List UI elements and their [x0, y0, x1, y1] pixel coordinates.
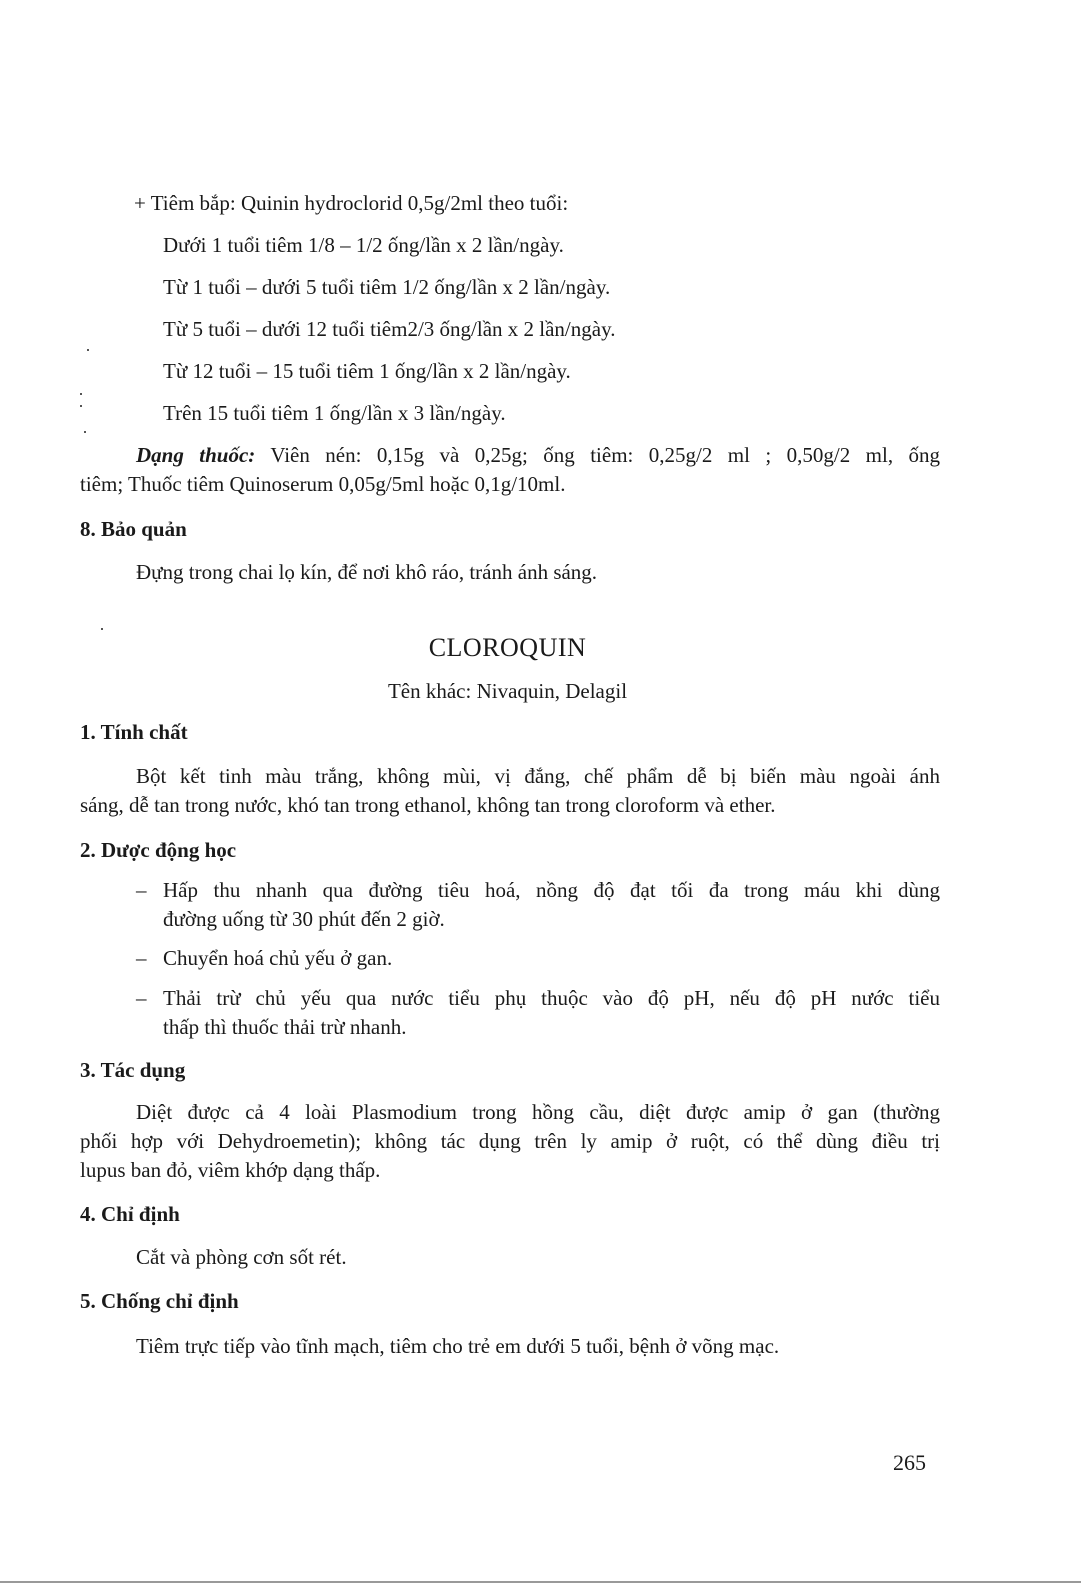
bullet-dash: – [136, 878, 147, 902]
contraindication-text: Tiêm trực tiếp vào tĩnh mạch, tiêm cho trẻ em dưới 5 tuổi, bệnh ở võng mạc. [136, 1334, 780, 1358]
scan-speck [80, 405, 82, 407]
action-line: phối hợp với Dehydroemetin); không tác dụng trên ly amip ở ruột, có thể dùng điều trị [80, 1129, 940, 1153]
action-line: lupus ban đỏ, viêm khớp dạng thấp. [80, 1158, 381, 1182]
dosage-form-label: Dạng thuốc: [136, 443, 256, 467]
scan-speck [84, 431, 86, 433]
pharmacokinetics-item: Thải trừ chủ yếu qua nước tiểu phụ thuộc vào độ pH, nếu độ pH nước tiểu [163, 986, 940, 1010]
pharmacokinetics-item: Hấp thu nhanh qua đường tiêu hoá, nồng độ đạt tối đa trong máu khi dùng [163, 878, 940, 902]
dosing-row: Trên 15 tuổi tiêm 1 ống/lần x 3 lần/ngày. [163, 401, 506, 425]
scan-speck [101, 628, 103, 630]
pharmacokinetics-item-cont: thấp thì thuốc thải trừ nhanh. [163, 1015, 407, 1039]
bullet-dash: – [136, 986, 147, 1010]
dosing-row: Từ 12 tuổi – 15 tuổi tiêm 1 ống/lần x 2 lần/ngày. [163, 359, 571, 383]
properties-line: sáng, dễ tan trong nước, khó tan trong ethanol, không tan trong cloroform và ether. [80, 793, 776, 817]
drug-subtitle: Tên khác: Nivaquin, Delagil [387, 679, 628, 703]
properties-line: Bột kết tinh màu trắng, không mùi, vị đắng, chế phẩm dễ bị biến màu ngoài ánh [136, 764, 940, 788]
drug-title: CLOROQUIN [428, 633, 587, 662]
pharmacokinetics-item: Chuyển hoá chủ yếu ở gan. [163, 946, 393, 970]
storage-heading: 8. Bảo quản [80, 517, 187, 541]
scan-speck [80, 393, 82, 395]
dosing-row: Từ 5 tuổi – dưới 12 tuổi tiêm2/3 ống/lần x 2 lần/ngày. [163, 317, 616, 341]
dosage-form-line-2: tiêm; Thuốc tiêm Quinoserum 0,05g/5ml hoặc 0,1g/10ml. [80, 472, 566, 496]
properties-heading: 1. Tính chất [80, 720, 188, 744]
dosage-form-text: Viên nén: 0,15g và 0,25g; ống tiêm: 0,25g/2 ml ; 0,50g/2 ml, ống [255, 443, 940, 467]
scan-speck [87, 349, 89, 351]
action-line: Diệt được cả 4 loài Plasmodium trong hồng cầu, diệt được amip ở gan (thường [136, 1100, 940, 1124]
dosing-row: Từ 1 tuổi – dưới 5 tuổi tiêm 1/2 ống/lần x 2 lần/ngày. [163, 275, 611, 299]
dosing-row: Dưới 1 tuổi tiêm 1/8 – 1/2 ống/lần x 2 lần/ngày. [163, 233, 564, 257]
bullet-dash: – [136, 946, 147, 970]
contraindication-heading: 5. Chống chỉ định [80, 1289, 239, 1313]
pharmacokinetics-heading: 2. Dược động học [80, 838, 237, 862]
action-heading: 3. Tác dụng [80, 1058, 186, 1082]
im-dosing-intro: + Tiêm bắp: Quinin hydroclorid 0,5g/2ml theo tuổi: [134, 191, 569, 215]
indication-heading: 4. Chỉ định [80, 1202, 180, 1226]
page-edge-rule [0, 1581, 1081, 1583]
dosage-form-line [80, 441, 940, 469]
storage-text: Đựng trong chai lọ kín, để nơi khô ráo, tránh ánh sáng. [136, 560, 598, 584]
pharmacokinetics-item-cont: đường uống từ 30 phút đến 2 giờ. [163, 907, 445, 931]
page-number: 265 [893, 1450, 926, 1475]
indication-text: Cắt và phòng cơn sốt rét. [136, 1245, 347, 1269]
